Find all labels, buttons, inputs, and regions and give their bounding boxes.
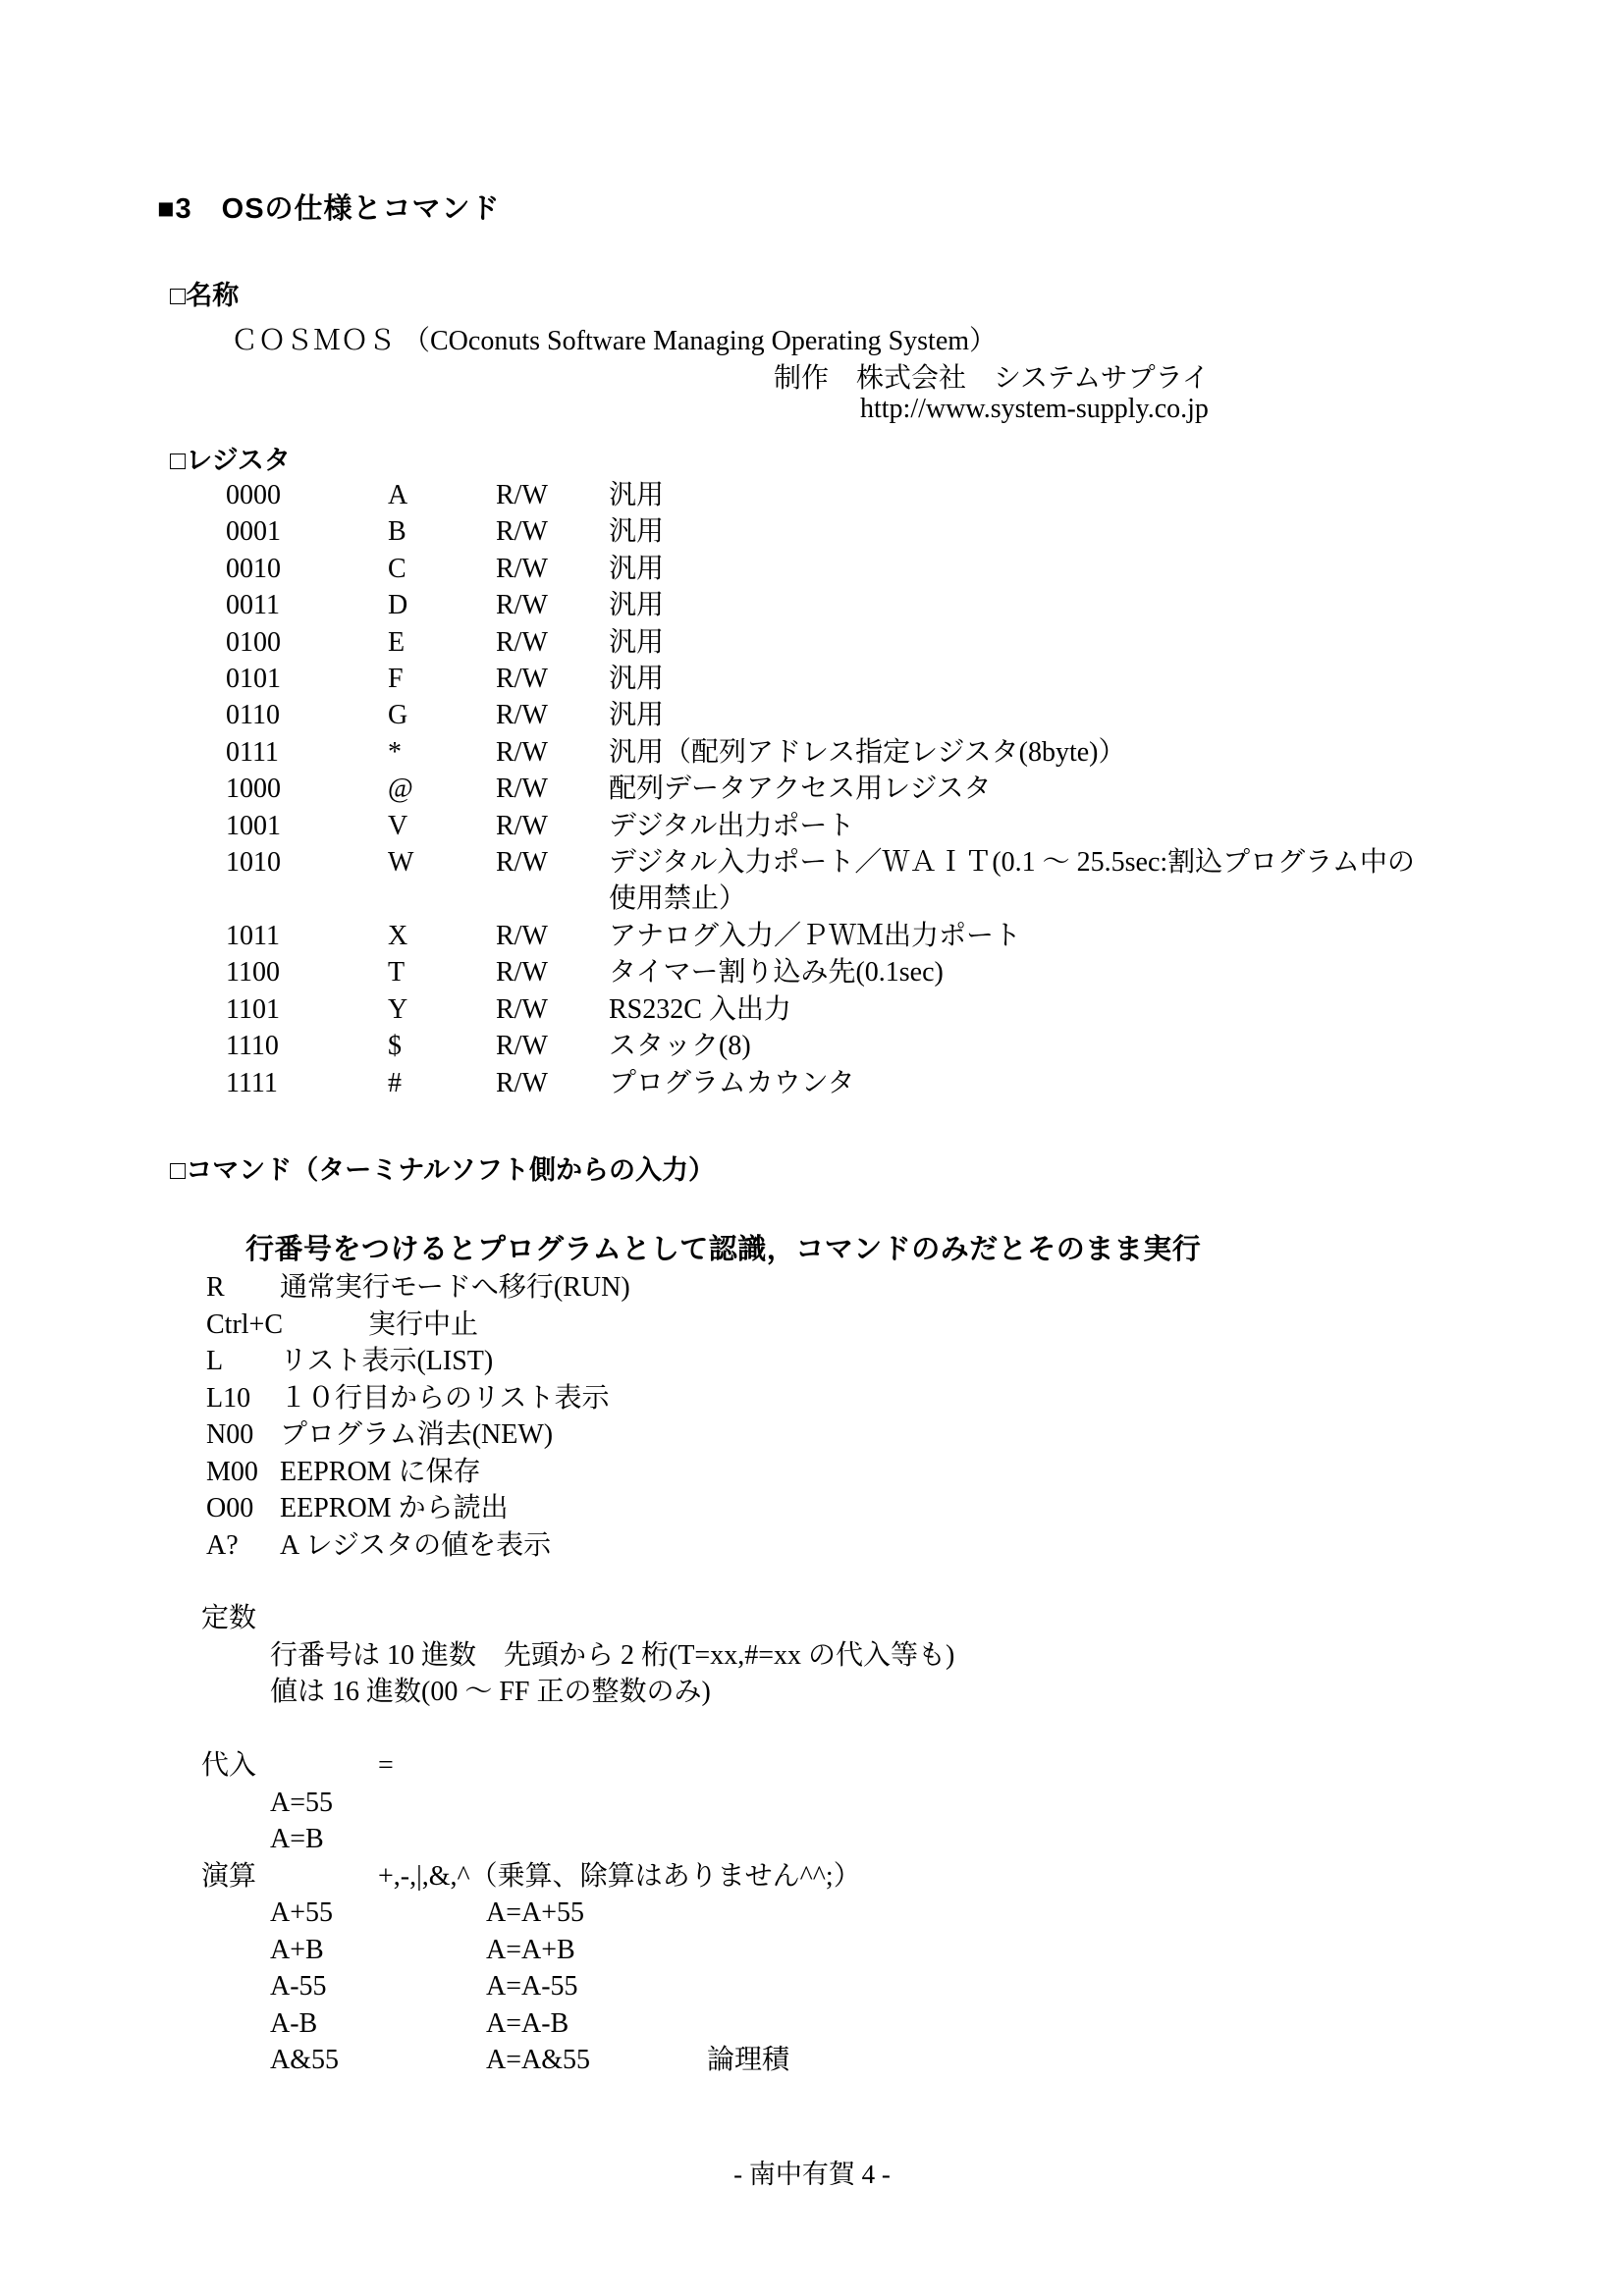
register-desc: タイマー割り込み先(0.1sec)	[609, 957, 944, 988]
assignment-example: A=55	[270, 1787, 334, 1818]
command-key: N00	[206, 1419, 254, 1450]
register-row	[226, 477, 1571, 513]
product-name-line: ＣＯＳＭＯＳ （COconuts Software Managing Operating System）	[231, 326, 998, 356]
command-desc: プログラム消去(NEW)	[280, 1419, 554, 1450]
assignment-example: A=B	[270, 1824, 324, 1854]
register-access: R/W	[496, 516, 548, 548]
command-list	[206, 1269, 630, 1564]
register-access: R/W	[496, 480, 548, 510]
register-symbol: X	[388, 920, 408, 951]
command-key: M00	[206, 1456, 258, 1487]
command-desc: 実行中止	[368, 1308, 479, 1340]
register-row	[226, 697, 1571, 733]
operation-result: A=A+55	[486, 1897, 585, 1928]
register-addr: 1101	[226, 993, 280, 1025]
register-access: R/W	[496, 774, 548, 805]
operation-expr: A-55	[270, 1971, 327, 2002]
register-symbol: T	[388, 957, 406, 988]
register-desc: 汎用	[609, 590, 665, 621]
register-desc: アナログ入力／ＰＷＭ出力ポート	[609, 920, 1022, 951]
register-row	[226, 918, 1571, 954]
register-desc: プログラムカウンタ	[609, 1067, 855, 1098]
command-key: A?	[206, 1529, 239, 1561]
constants-block	[201, 1600, 954, 1711]
register-addr: 0101	[226, 664, 281, 695]
operations-label: 演算	[201, 1860, 257, 1892]
constants-line: 行番号は 10 進数 先頭から 2 桁(T=xx,#=xx の代入等も)	[270, 1639, 955, 1671]
command-line	[206, 1380, 630, 1417]
register-access: R/W	[496, 1067, 548, 1098]
register-row	[226, 624, 1571, 661]
register-addr: 1110	[226, 1031, 279, 1062]
register-access: R/W	[496, 993, 548, 1025]
register-desc: デジタル入力ポート／ＷＡＩＴ(0.1 ～ 25.5sec:割込プログラム中の	[609, 847, 1415, 879]
maker-line: 制作 株式会社 システムサプライ	[774, 363, 1210, 394]
register-row	[226, 954, 1571, 990]
register-desc: スタック(8)	[609, 1031, 751, 1062]
register-symbol: D	[388, 590, 408, 621]
constants-label: 定数	[201, 1603, 257, 1633]
register-symbol: *	[388, 736, 402, 768]
register-desc-continuation	[226, 881, 1571, 917]
register-access: R/W	[496, 626, 548, 658]
register-symbol: B	[388, 516, 406, 548]
register-symbol: E	[388, 626, 406, 658]
operation-expr: A&55	[270, 2045, 339, 2075]
command-desc: 通常実行モードへ移行(RUN)	[280, 1272, 630, 1303]
calc-block	[201, 1747, 861, 2079]
register-row	[226, 844, 1571, 881]
section-heading-commands: □コマンド（ターミナルソフト側からの入力）	[170, 1155, 715, 1185]
register-row	[226, 551, 1571, 587]
register-desc: 汎用	[609, 480, 665, 510]
register-addr: 1100	[226, 957, 280, 988]
command-intro: 行番号をつけるとプログラムとして認識，コマンドのみだとそのまま実行	[245, 1234, 1202, 1265]
operation-result: A=A&55	[486, 2045, 591, 2075]
operations-operators: +,-,|,&,^（乗算、除算はありません^^;）	[378, 1860, 861, 1892]
register-desc: 汎用	[609, 664, 665, 695]
command-key: O00	[206, 1493, 254, 1523]
register-addr: 0110	[226, 700, 280, 731]
register-desc: デジタル出力ポート	[609, 810, 855, 841]
assignment-operator: =	[378, 1750, 394, 1781]
register-access: R/W	[496, 590, 548, 621]
register-desc: 配列データアクセス用レジスタ	[609, 774, 992, 805]
register-desc: 使用禁止）	[609, 883, 747, 915]
register-addr: 0011	[226, 590, 280, 621]
operation-expr: A+55	[270, 1897, 334, 1928]
register-addr: 1000	[226, 774, 281, 805]
operation-example	[201, 1895, 861, 1932]
register-symbol: W	[388, 847, 414, 879]
command-desc: リスト表示(LIST)	[280, 1346, 494, 1376]
section-heading-name: □名称	[170, 281, 240, 310]
register-addr: 0100	[226, 626, 281, 658]
register-symbol: G	[388, 700, 408, 731]
register-access: R/W	[496, 847, 548, 879]
command-line	[206, 1269, 630, 1307]
register-addr: 1010	[226, 847, 281, 879]
operation-example	[201, 2042, 861, 2079]
register-symbol: F	[388, 664, 404, 695]
register-access: R/W	[496, 664, 548, 695]
register-row	[226, 734, 1571, 771]
command-key: L	[206, 1346, 224, 1376]
register-desc: 汎用	[609, 516, 665, 548]
register-row	[226, 991, 1571, 1028]
command-line	[206, 1490, 630, 1527]
command-key: R	[206, 1272, 225, 1303]
command-desc: EEPROM に保存	[280, 1456, 481, 1487]
register-desc: RS232C 入出力	[609, 993, 791, 1025]
operation-result: A=A-B	[486, 2007, 569, 2039]
register-addr: 0001	[226, 516, 281, 548]
register-row	[226, 771, 1571, 807]
register-addr: 1011	[226, 920, 280, 951]
register-row	[226, 661, 1571, 697]
operation-result: A=A-55	[486, 1971, 578, 2002]
command-line	[206, 1307, 630, 1344]
register-symbol: #	[388, 1067, 402, 1098]
register-desc: 汎用	[609, 700, 665, 731]
register-symbol: $	[388, 1031, 402, 1062]
register-addr: 1001	[226, 810, 281, 841]
register-access: R/W	[496, 1031, 548, 1062]
register-symbol: V	[388, 810, 408, 841]
url-line: http://www.system-supply.co.jp	[860, 394, 1209, 424]
register-desc: 汎用	[609, 626, 665, 658]
register-row	[226, 808, 1571, 844]
operation-example	[201, 1968, 861, 2005]
operation-note: 論理積	[707, 2045, 790, 2075]
command-key: L10	[206, 1382, 251, 1414]
register-addr: 0000	[226, 480, 281, 510]
register-access: R/W	[496, 553, 548, 584]
command-line	[206, 1416, 630, 1454]
operation-expr: A+B	[270, 1934, 324, 1965]
register-symbol: @	[388, 774, 413, 805]
register-addr: 0111	[226, 736, 279, 768]
register-row	[226, 1028, 1571, 1064]
register-row	[226, 1065, 1571, 1101]
register-symbol: A	[388, 480, 408, 510]
operation-result: A=A+B	[486, 1934, 575, 1965]
command-key: Ctrl+C	[206, 1308, 284, 1340]
register-access: R/W	[496, 810, 548, 841]
register-access: R/W	[496, 736, 548, 768]
assignment-row	[201, 1747, 861, 1785]
register-row	[226, 513, 1571, 550]
command-desc: EEPROM から読出	[280, 1493, 509, 1523]
command-desc: A レジスタの値を表示	[280, 1529, 552, 1561]
register-access: R/W	[496, 957, 548, 988]
operation-example	[201, 1932, 861, 1969]
register-symbol: C	[388, 553, 406, 584]
page-footer: - 南中有賀 4 -	[733, 2160, 891, 2189]
register-symbol: Y	[388, 993, 408, 1025]
section-heading-registers: □レジスタ	[170, 446, 291, 475]
command-line	[206, 1343, 630, 1380]
register-access: R/W	[496, 700, 548, 731]
register-addr: 0010	[226, 553, 281, 584]
register-row	[226, 587, 1571, 623]
operation-expr: A-B	[270, 2007, 318, 2039]
register-desc: 汎用	[609, 553, 665, 584]
command-line	[206, 1454, 630, 1491]
command-desc: １０行目からのリスト表示	[280, 1382, 610, 1414]
operations-row	[201, 1858, 861, 1896]
operation-example	[201, 2005, 861, 2043]
command-line	[206, 1527, 630, 1565]
register-access: R/W	[496, 920, 548, 951]
constants-line: 値は 16 進数(00 ～ FF 正の整数のみ)	[270, 1677, 711, 1707]
register-addr: 1111	[226, 1067, 278, 1098]
register-table	[226, 477, 1571, 1101]
page-title: ■3 OSの仕様とコマンド	[157, 193, 501, 225]
assignment-label: 代入	[201, 1750, 257, 1781]
register-desc: 汎用（配列アドレス指定レジスタ(8byte)）	[609, 736, 1126, 768]
